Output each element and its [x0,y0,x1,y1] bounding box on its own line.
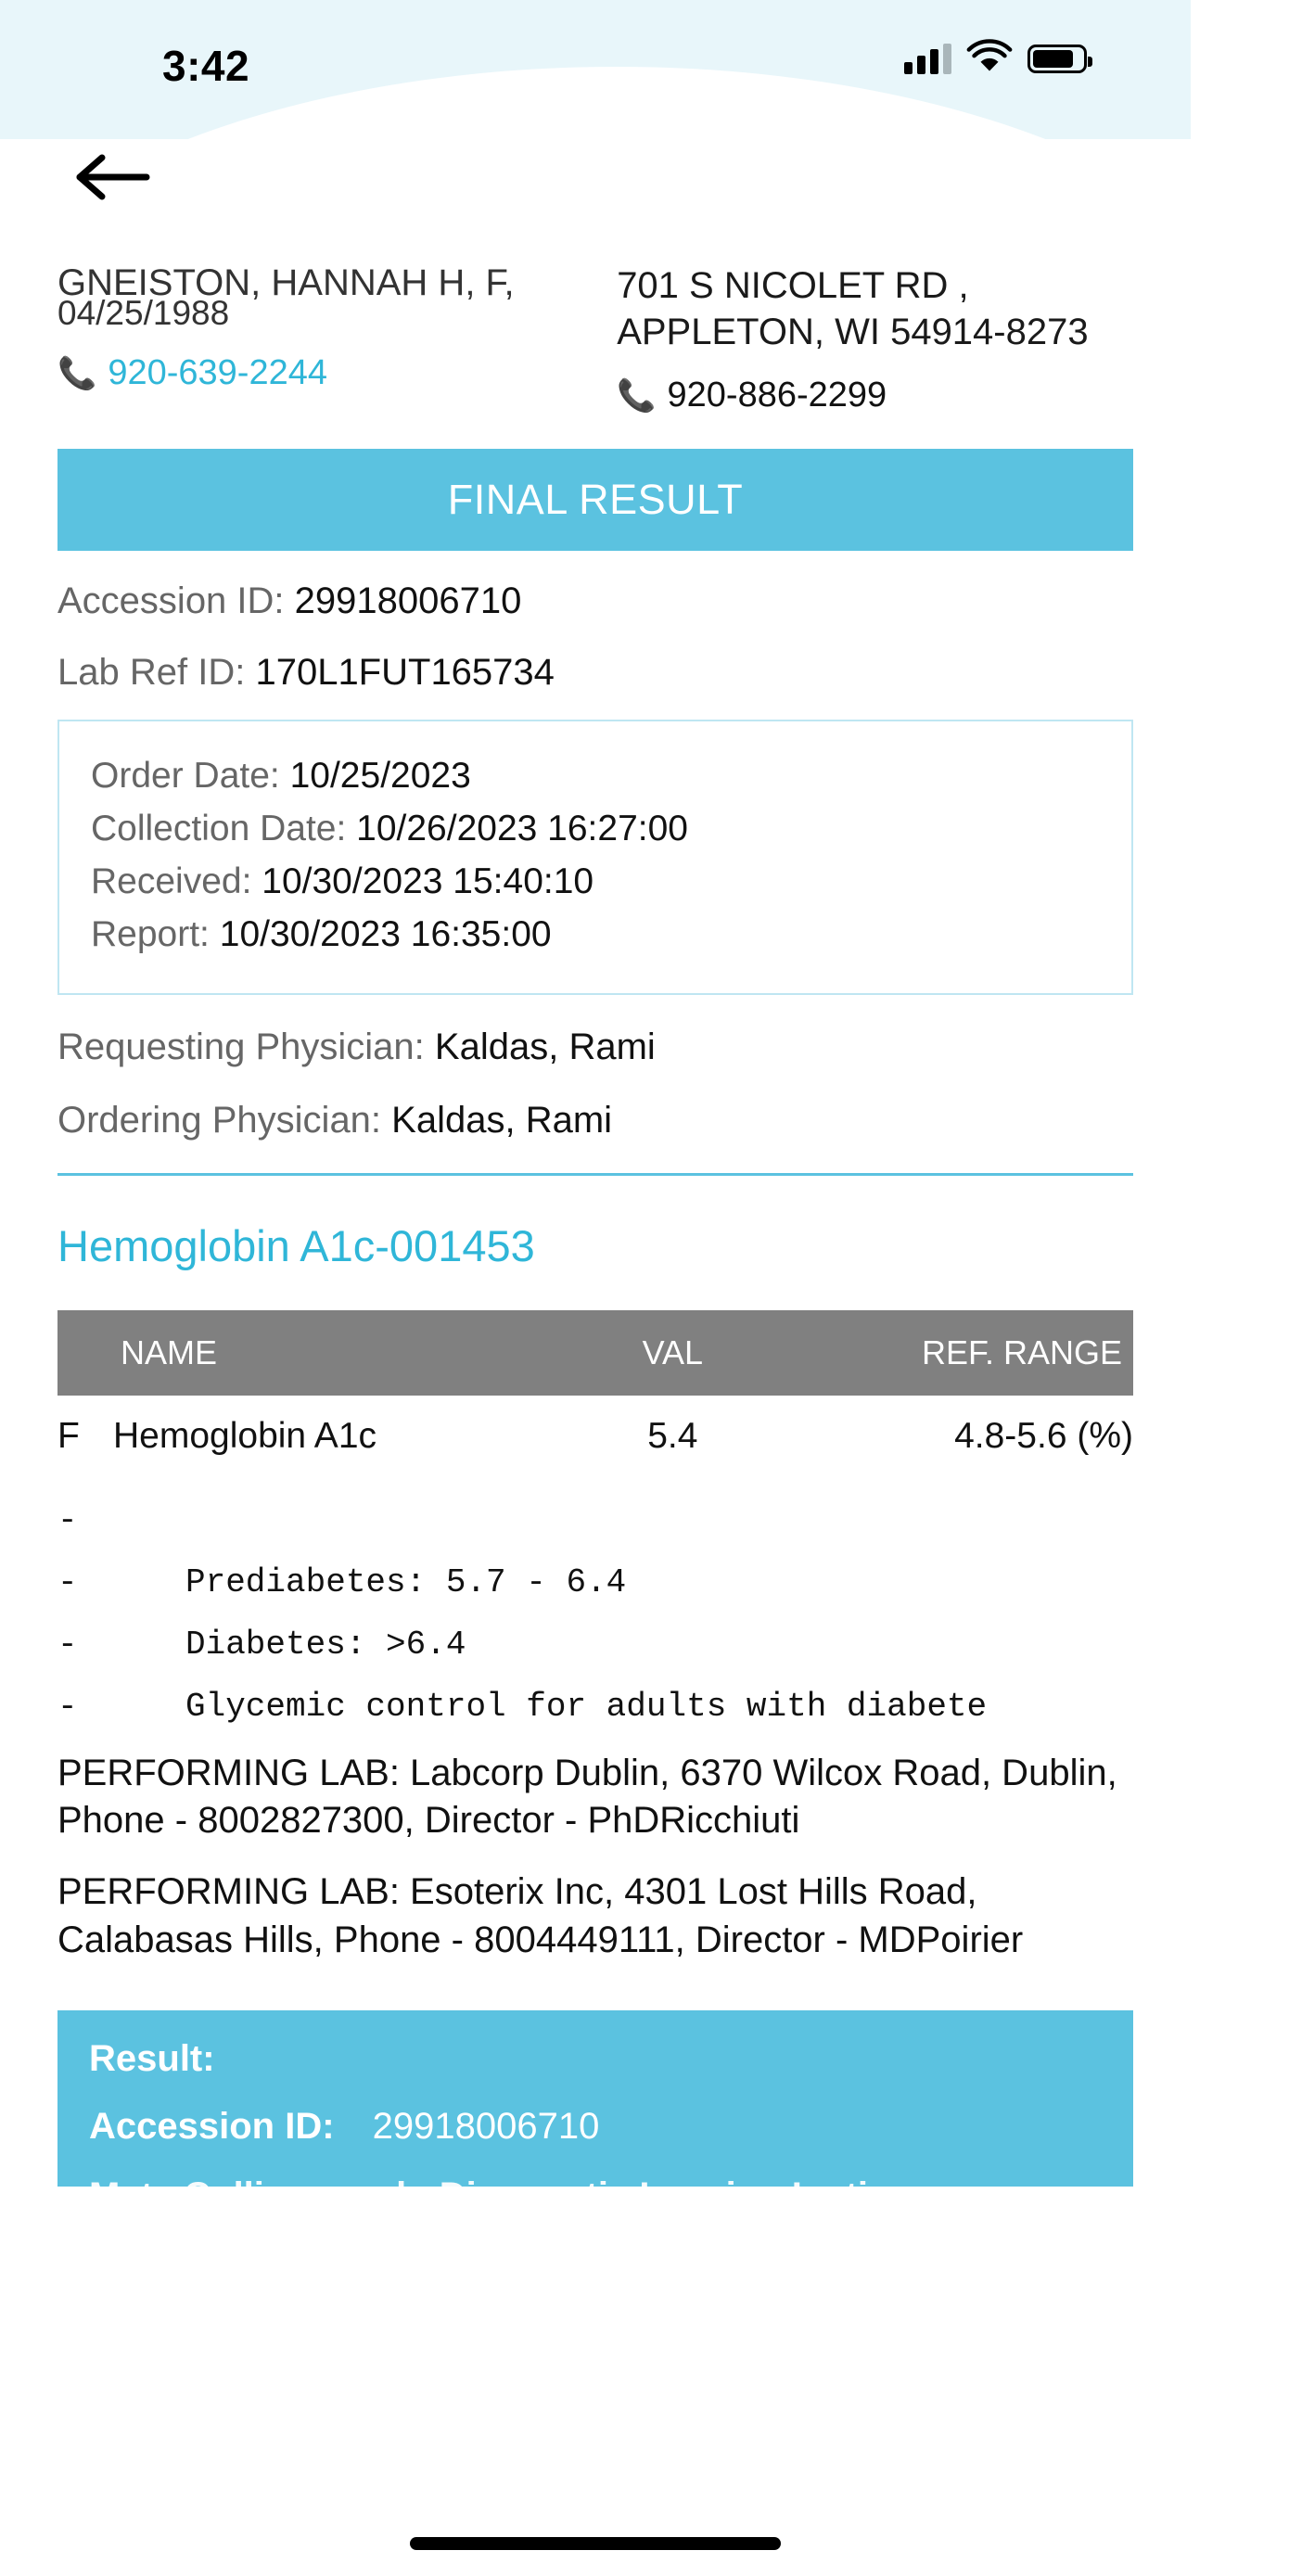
facility-address-line2: APPLETON, WI 54914-8273 [617,312,1089,352]
performing-lab-2: PERFORMING LAB: Esoterix Inc, 4301 Lost Hills Road, Calabasas Hills, Phone - 8004449111, Director - MDPoirier [57,1871,1024,1960]
result-summary-card [57,2010,1133,2216]
phone-icon: 📞 [57,355,97,391]
received-date-row [91,861,1100,902]
collection-date-value: 10/26/2023 16:27:00 [356,809,688,848]
status-badge: FINAL RESULT [57,449,1133,551]
column-flag [57,1310,113,1396]
status-icons [904,43,1087,74]
performing-lab-1: PERFORMING LAB: Labcorp Dublin, 6370 Wilcox Road, Dublin, Phone - 8002827300, Director - PhDRicchiuti [57,1753,1117,1842]
result-flag: F [57,1416,80,1456]
note-dash: - [57,1501,78,1539]
collection-date-row [91,809,1100,849]
result-note [57,1626,1133,1664]
lab-ref-id-value: 170L1FUT165734 [255,652,555,693]
note-text: Diabetes: >6.4 [185,1626,466,1664]
result-note [57,1688,1133,1726]
nav-bar [0,139,1191,241]
result-summary-accession-value: 29918006710 [372,2105,600,2147]
patient-name: GNEISTON, HANNAH H, F, [57,262,515,303]
note-dash: - [57,1563,78,1601]
phone-icon: 📞 [617,377,657,414]
result-note [57,1501,1133,1539]
dates-panel [57,720,1133,995]
facility-phone-row [617,376,1133,415]
table-row [57,1396,1133,1477]
result-ref-range: 4.8-5.6 (%) [954,1416,1133,1456]
section-divider [57,1173,1133,1176]
result-note [57,1563,1133,1601]
result-summary-title: Result: [89,2037,215,2079]
accession-id-row [57,580,1133,622]
ordering-physician-label: Ordering Physician: [57,1100,382,1141]
note-dash: - [57,1688,78,1726]
note-text [95,1501,185,1539]
requesting-physician-value: Kaldas, Rami [434,1027,656,1067]
cellular-signal-icon [904,43,951,74]
patient-block [57,262,617,415]
order-date-row [91,756,1100,797]
back-arrow-icon[interactable] [74,148,152,206]
note-dash: - [57,1626,78,1664]
note-text: Prediabetes: 5.7 - 6.4 [185,1563,627,1601]
patient-facility-header [57,262,1133,415]
wifi-icon [968,43,1011,74]
requesting-physician-row [57,1027,1133,1068]
column-name: NAME [113,1310,615,1396]
collection-date-label: Collection Date: [91,809,347,848]
home-indicator[interactable] [410,2537,781,2550]
facility-block [617,262,1133,415]
status-time: 3:42 [162,42,250,90]
report-date-label: Report: [91,914,210,954]
received-date-value: 10/30/2023 15:40:10 [262,861,594,901]
facility-address-line1: 701 S NICOLET RD , [617,265,969,306]
ordering-physician-row [57,1100,1133,1141]
test-title: Hemoglobin A1c-001453 [57,1221,535,1270]
patient-phone[interactable]: 920-639-2244 [108,353,327,392]
report-date-row [91,914,1100,955]
column-val: VAL [615,1310,731,1396]
patient-dob: 04/25/1988 [57,294,230,332]
lab-ref-id-label: Lab Ref ID: [57,652,246,693]
result-value: 5.4 [647,1416,698,1456]
ordering-physician-value: Kaldas, Rami [391,1100,613,1141]
order-date-label: Order Date: [91,756,280,796]
report-date-value: 10/30/2023 16:35:00 [219,914,552,954]
table-header-row [57,1310,1133,1396]
battery-icon [1027,45,1087,73]
received-date-label: Received: [91,861,252,901]
results-table [57,1310,1133,1477]
result-summary-partial-line: Meta Collingwood - Diagnostic Imaging Insti [89,2174,868,2216]
order-date-value: 10/25/2023 [289,756,471,796]
column-ref-range: REF. RANGE [731,1310,1133,1396]
accession-id-value: 29918006710 [294,580,522,621]
accession-id-label: Accession ID: [57,580,285,621]
requesting-physician-label: Requesting Physician: [57,1027,425,1067]
status-bar [0,0,1191,139]
note-text: Glycemic control for adults with diabete [185,1688,988,1726]
lab-ref-id-row [57,652,1133,694]
report-content [0,262,1191,2216]
result-name: Hemoglobin A1c [113,1416,377,1456]
facility-phone: 920-886-2299 [667,376,887,414]
patient-phone-row[interactable] [57,353,617,393]
result-summary-accession-label: Accession ID: [89,2105,335,2147]
result-summary-accession-row [89,2106,1102,2148]
